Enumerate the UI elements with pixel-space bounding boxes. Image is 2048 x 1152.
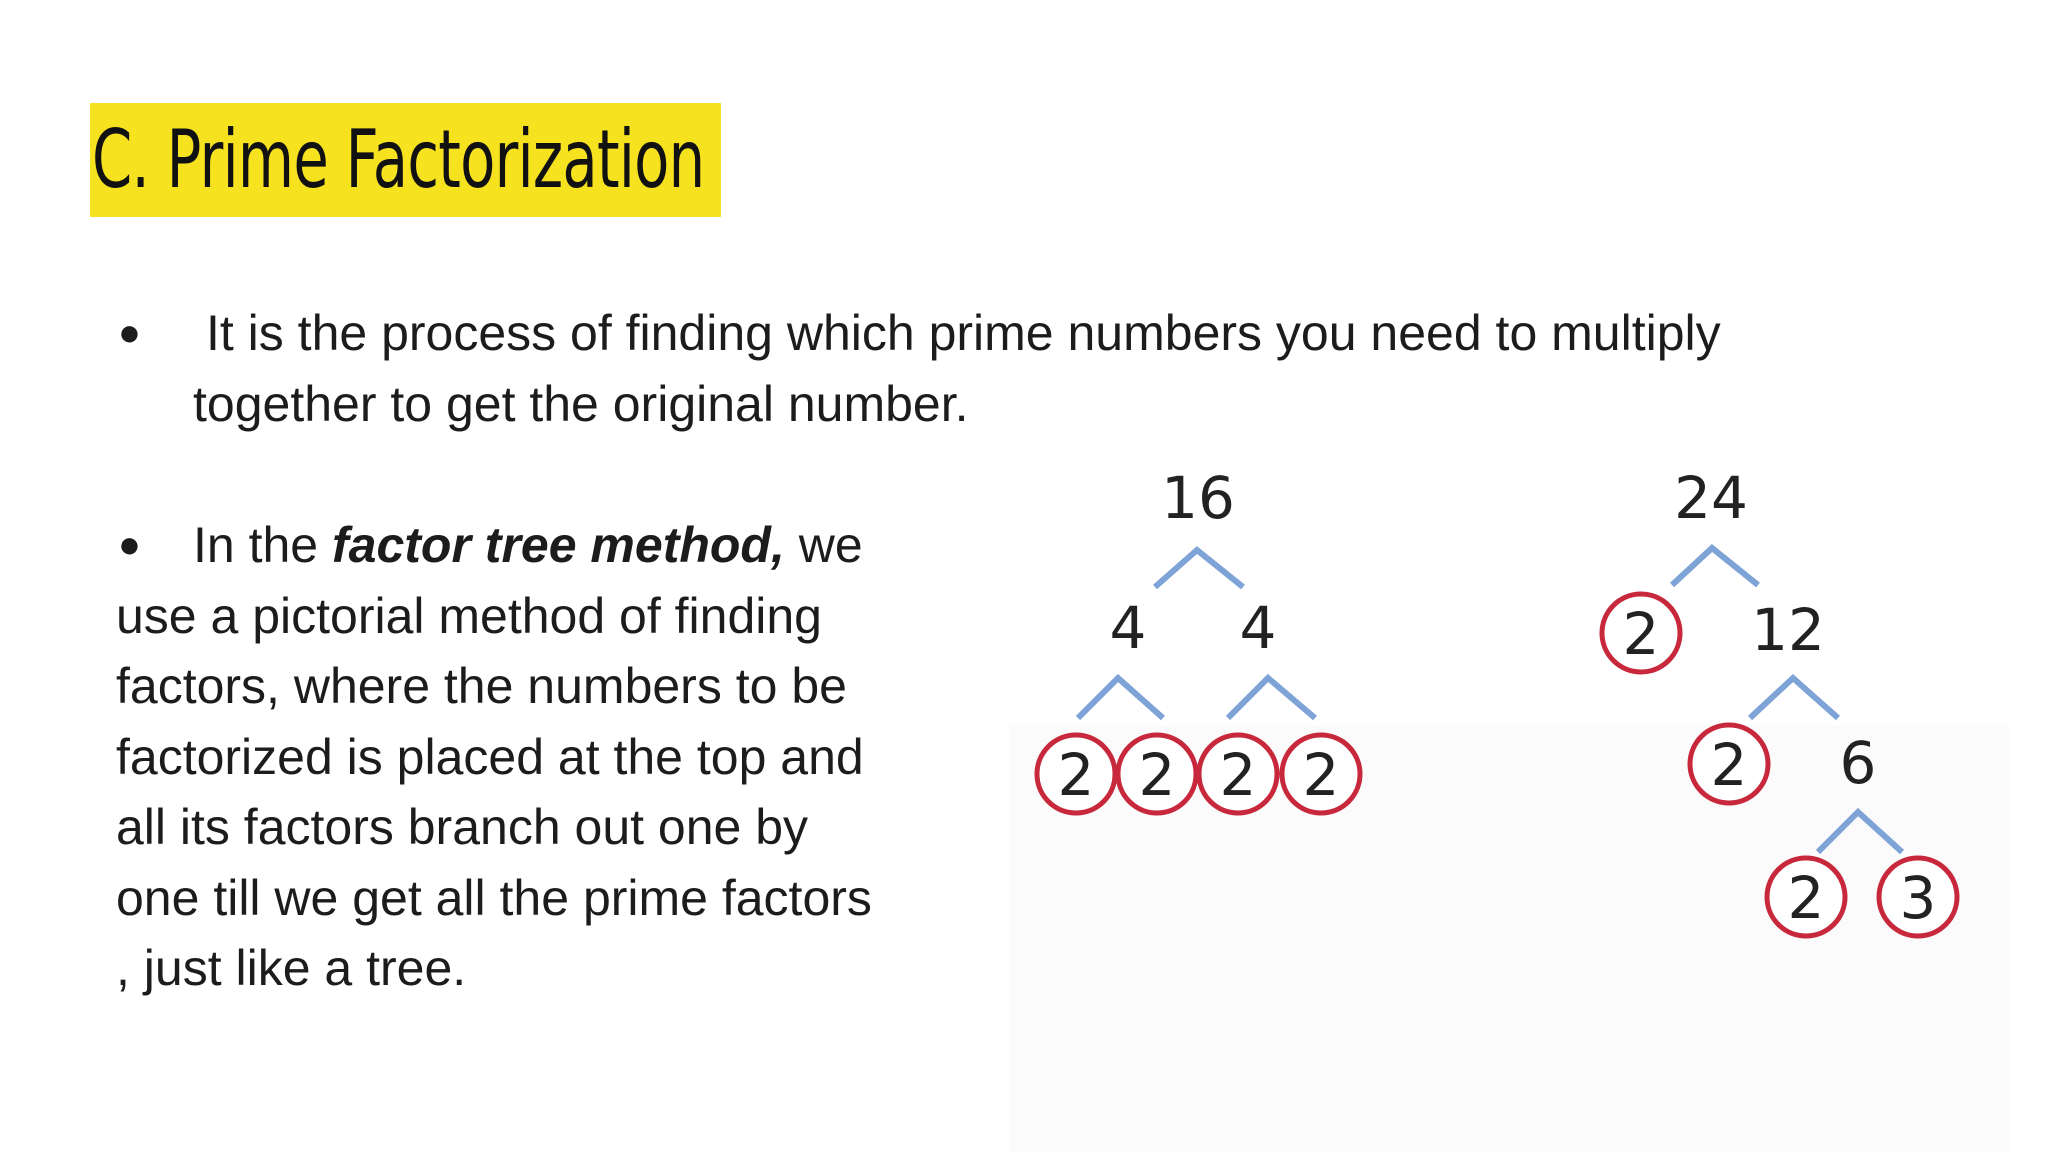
branch-16 — [1155, 550, 1243, 587]
prime-node: 2 — [1710, 731, 1748, 799]
bullet-1-line-1: It is the process of finding which prime numbers you need to multiply — [206, 305, 1721, 361]
branch-4b — [1228, 678, 1315, 718]
bullet-dot-2: ● — [118, 524, 141, 566]
node-4b: 4 — [1239, 594, 1277, 662]
bullet-2-line-4: factorized is placed at the top and — [116, 728, 864, 785]
prime-node: 2 — [1057, 741, 1095, 809]
slide-title: C. Prime Factorization — [92, 113, 705, 206]
factor-tree-24 — [1602, 464, 1957, 936]
factor-tree-diagrams — [1010, 455, 2010, 955]
branch-6 — [1818, 812, 1902, 852]
prime-node: 2 — [1302, 741, 1340, 809]
prime-node: 2 — [1787, 864, 1825, 932]
prime-node: 2 — [1622, 600, 1660, 668]
bullet-2-line-6: one till we get all the prime factors — [116, 869, 872, 926]
bullet-2-intro: In the — [193, 517, 332, 573]
bullet-2-line-1 — [116, 510, 916, 581]
prime-node: 3 — [1899, 864, 1937, 932]
node-16: 16 — [1161, 464, 1235, 532]
node-24: 24 — [1674, 464, 1748, 532]
node-12: 12 — [1751, 596, 1825, 664]
bullet-2-line-5: all its factors branch out one by — [116, 799, 809, 855]
branch-4a — [1078, 678, 1163, 718]
branch-24 — [1672, 548, 1758, 585]
factor-tree-16 — [1037, 464, 1360, 813]
bullet-2-line-3: factors, where the numbers to be — [116, 658, 847, 714]
bullet-2-after-emphasis: we — [784, 517, 863, 573]
bullet-2-paragraph — [116, 510, 916, 1004]
branch-12 — [1750, 678, 1838, 718]
node-4a: 4 — [1109, 594, 1147, 662]
node-6: 6 — [1839, 729, 1877, 797]
prime-node: 2 — [1138, 741, 1176, 809]
bullet-2-emphasis: factor tree method, — [332, 517, 785, 573]
bullet-1-line-2: together to get the original number. — [193, 376, 969, 432]
bullet-2-line-7: , just like a tree. — [116, 940, 467, 996]
bullet-2-line-2: use a pictorial method of finding — [116, 587, 822, 644]
prime-node: 2 — [1219, 741, 1257, 809]
bullet-dot-1: ● — [118, 312, 141, 354]
